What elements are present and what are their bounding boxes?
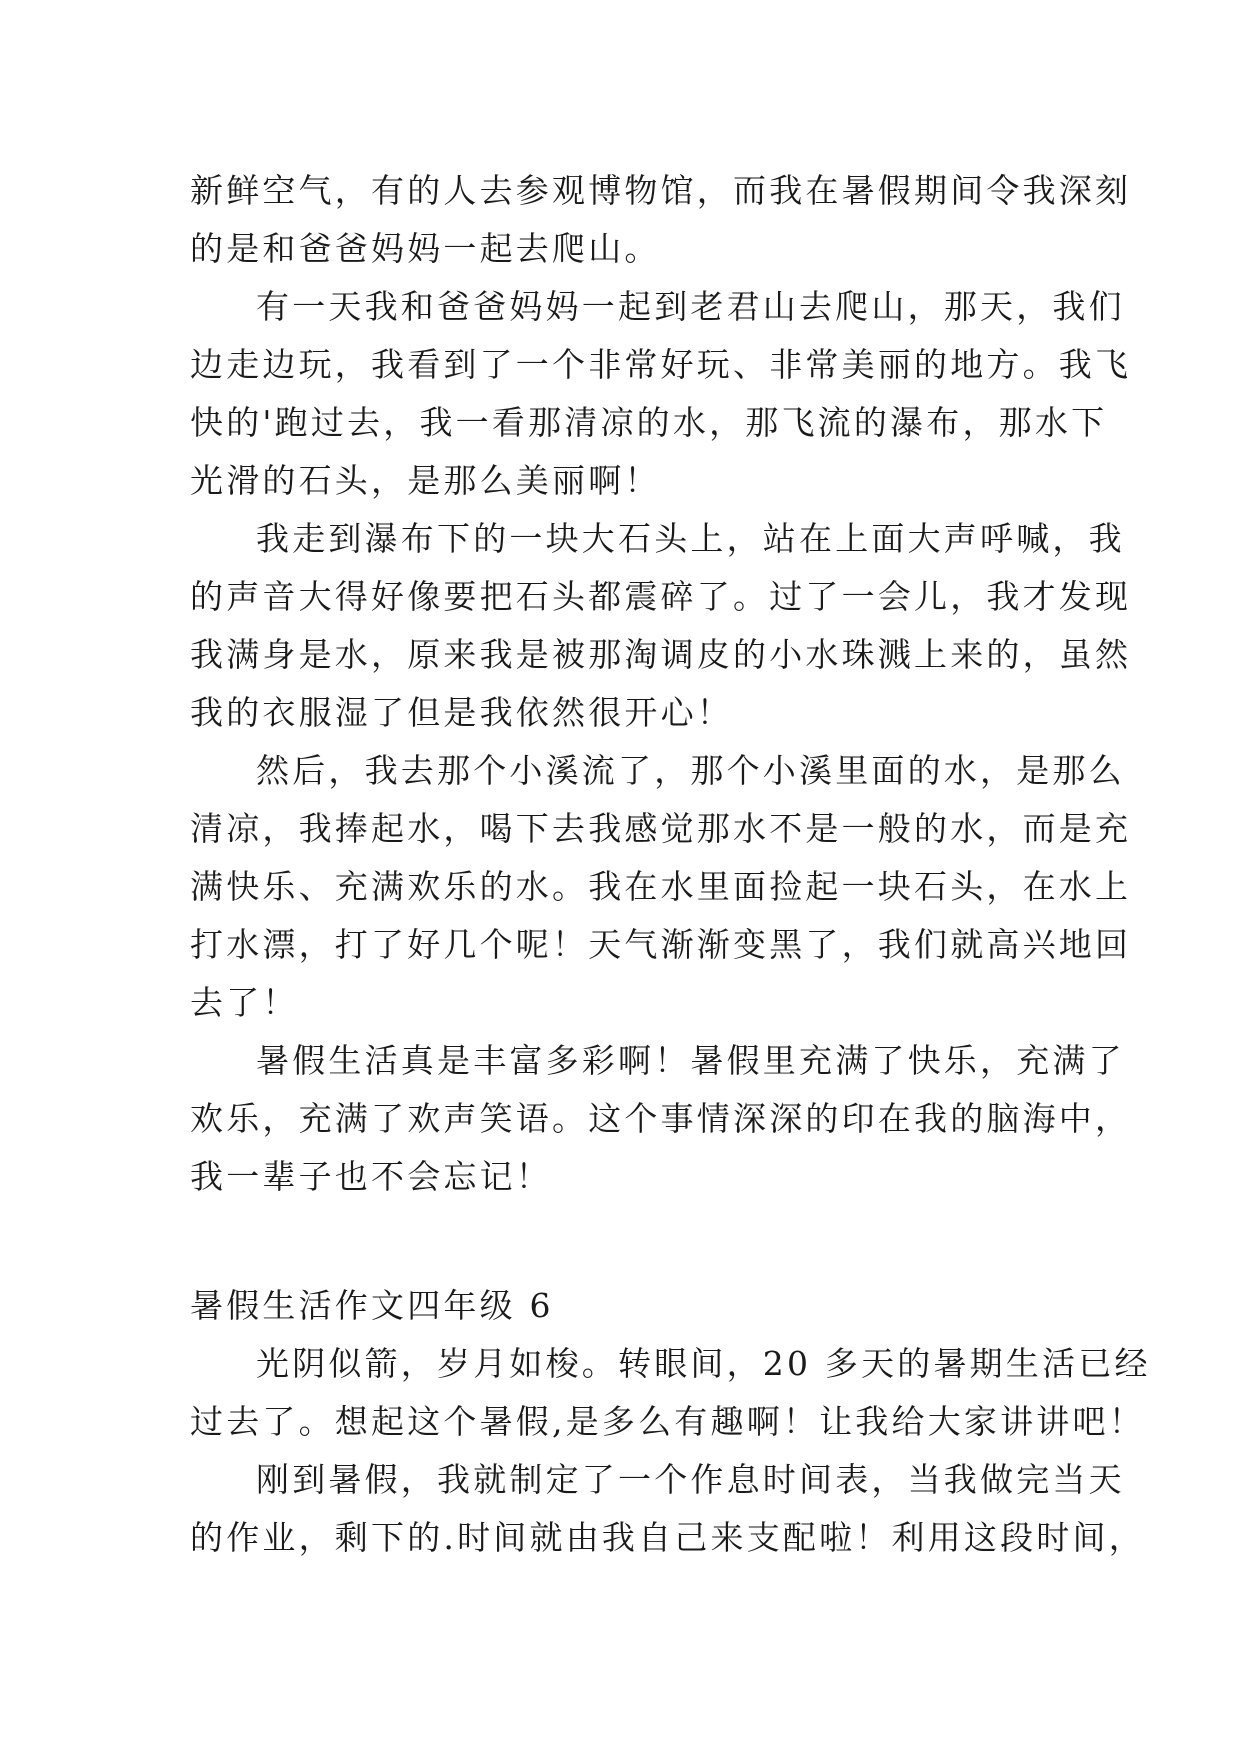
paragraph-line: 我的衣服湿了但是我依然很开心！ <box>190 693 733 732</box>
paragraph-line: 暑假生活真是丰富多彩啊！暑假里充满了快乐，充满了 <box>256 1041 1125 1080</box>
section-heading: 暑假生活作文四年级 6 <box>190 1286 554 1325</box>
paragraph <box>190 1451 1145 1567</box>
paragraph-line: 去了！ <box>190 983 299 1022</box>
paragraph <box>190 278 1132 510</box>
paragraph-line: 新鲜空气，有的人去参观博物馆，而我在暑假期间令我深刻 <box>190 171 1132 210</box>
paragraph-line: 边走边玩，我看到了一个非常好玩、非常美丽的地方。我飞 <box>190 345 1132 384</box>
paragraph <box>190 742 1132 1032</box>
paragraph-line: 我一辈子也不会忘记！ <box>190 1157 552 1196</box>
paragraph-line: 有一天我和爸爸妈妈一起到老君山去爬山，那天，我们 <box>256 287 1125 326</box>
paragraph-line: 清凉，我捧起水，喝下去我感觉那水不是一般的水，而是充 <box>190 809 1132 848</box>
paragraph-line: 的作业，剩下的.时间就由我自己来支配啦！利用这段时间， <box>190 1518 1145 1557</box>
paragraph-line: 过去了。想起这个暑假,是多么有趣啊！让我给大家讲讲吧！ <box>190 1402 1145 1441</box>
paragraph-line: 我满身是水，原来我是被那淘调皮的小水珠溅上来的，虽然 <box>190 635 1132 674</box>
paragraph-line: 的是和爸爸妈妈一起去爬山。 <box>190 229 661 268</box>
paragraph-line: 然后，我去那个小溪流了，那个小溪里面的水，是那么 <box>256 751 1125 790</box>
paragraph <box>190 510 1132 742</box>
paragraph-line: 欢乐，充满了欢声笑语。这个事情深深的印在我的脑海中， <box>190 1099 1132 1138</box>
paragraph <box>190 162 1132 278</box>
document-page <box>190 162 1151 1567</box>
section-gap <box>190 1206 1070 1277</box>
paragraph-line: 快的'跑过去，我一看那清凉的水，那飞流的瀑布，那水下 <box>190 403 1108 442</box>
paragraph-line: 我走到瀑布下的一块大石头上，站在上面大声呼喊，我 <box>256 519 1125 558</box>
paragraph-line: 光滑的石头，是那么美丽啊！ <box>190 461 661 500</box>
paragraph <box>190 1335 1151 1451</box>
paragraph-line: 满快乐、充满欢乐的水。我在水里面捡起一块石头，在水上 <box>190 867 1132 906</box>
paragraph <box>190 1032 1132 1206</box>
paragraph-line: 刚到暑假，我就制定了一个作息时间表，当我做完当天 <box>256 1460 1125 1499</box>
paragraph-line: 打水漂，打了好几个呢！天气渐渐变黑了，我们就高兴地回 <box>190 925 1132 964</box>
paragraph-line: 的声音大得好像要把石头都震碎了。过了一会儿，我才发现 <box>190 577 1132 616</box>
paragraph-line: 光阴似箭，岁月如梭。转眼间，20 多天的暑期生活已经 <box>256 1344 1151 1383</box>
